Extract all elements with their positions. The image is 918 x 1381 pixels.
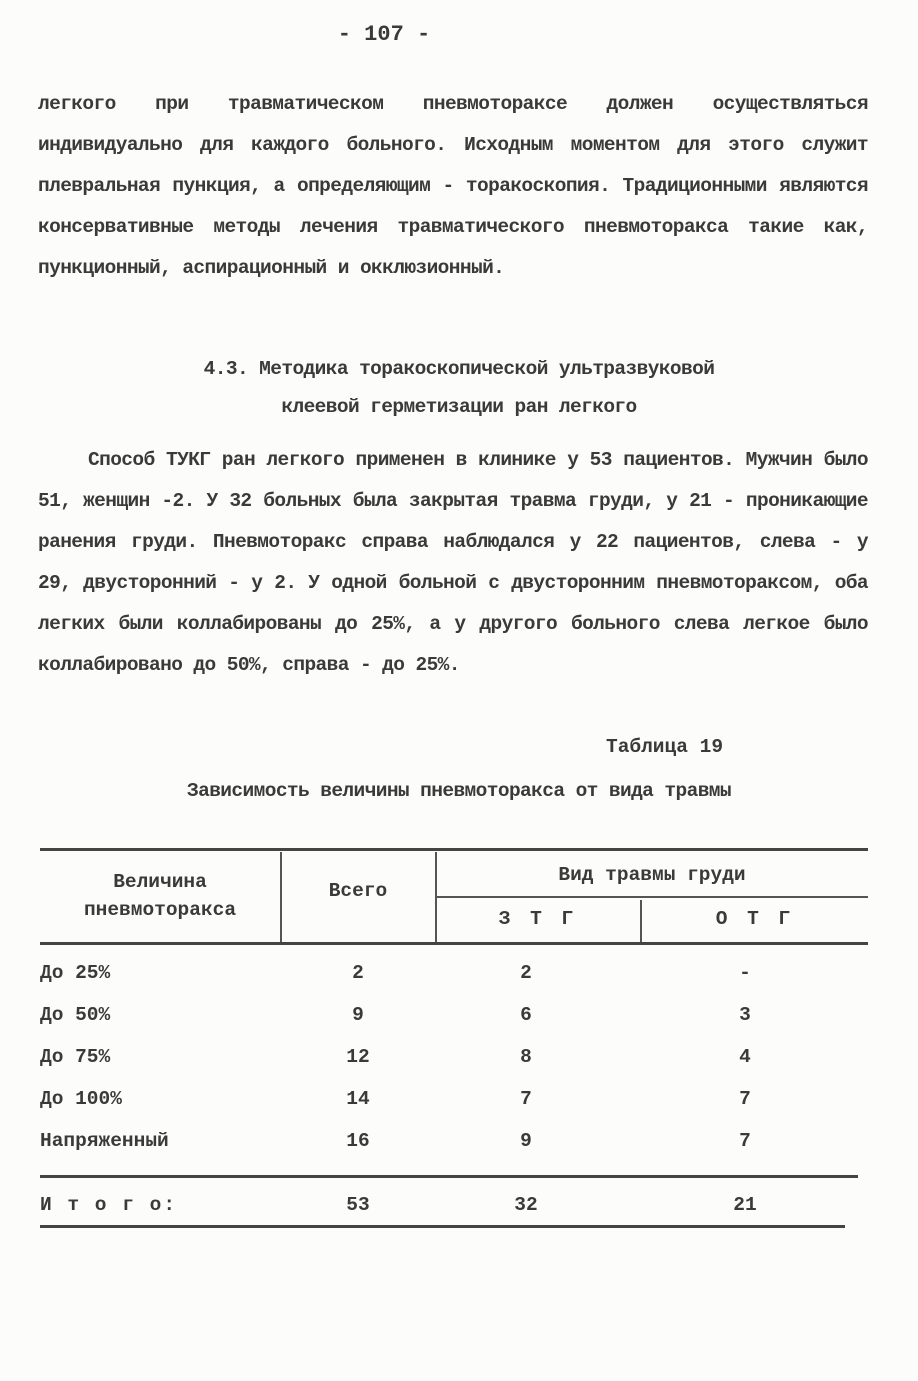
- header-open-trauma: О Т Г: [715, 908, 795, 930]
- table-title: Зависимость величины пневмоторакса от вида травмы: [187, 780, 731, 802]
- header-magnitude: Величина пневмоторакса: [83, 871, 237, 921]
- total-all: 53: [346, 1194, 370, 1216]
- row-otg: 3: [739, 1004, 751, 1026]
- header-total: Всего: [328, 880, 388, 902]
- row-otg: -: [739, 962, 751, 984]
- row-ztg: 8: [520, 1046, 532, 1068]
- row-otg: 4: [739, 1046, 751, 1068]
- row-label: До 75%: [40, 1046, 111, 1068]
- total-otg: 21: [733, 1194, 757, 1216]
- row-total: 2: [352, 962, 364, 984]
- paragraph-intro: [38, 84, 868, 289]
- row-ztg: 7: [520, 1088, 532, 1110]
- row-ztg: 6: [520, 1004, 532, 1026]
- row-label: До 100%: [40, 1088, 122, 1110]
- paragraph-intro-text: легкого при травматическом пневмотораксе должен осуществляться индивидуально для каждого больного. Исходным моментом для этого служит плевральная пункция, а определяющим - торакоскопия. Традиционными являются консервативные методы лечения травматического пневмоторакса такие как, пункционный, аспирационный и окклюзионный.: [38, 93, 868, 279]
- row-total: 9: [352, 1004, 364, 1026]
- row-total: 16: [346, 1130, 370, 1152]
- section-heading-line2: клеевой герметизации ран легкого: [281, 396, 637, 418]
- row-otg: 7: [739, 1088, 751, 1110]
- row-otg: 7: [739, 1130, 751, 1152]
- table-label: Таблица 19: [606, 736, 724, 758]
- row-total: 12: [346, 1046, 370, 1068]
- table-top-rule: [40, 848, 868, 851]
- row-label: До 25%: [40, 962, 111, 984]
- row-total: 14: [346, 1088, 370, 1110]
- paragraph-method-text: Способ ТУКГ ран легкого применен в клинике у 53 пациентов. Мужчин было 51, женщин -2. У 32 больных была закрытая травма груди, у 21 - проникающие ранения груди. Пневмоторакс справа наблюдался у 22 пациентов, слева - у 29, двусторонний - у 2. У одной больной с двусторонним пневмотораксом, оба легких были коллабированы до 25%, а у другого больного слева легкое было коллабировано до 50%, справа - до 25%.: [38, 449, 868, 676]
- table-group-rule: [436, 896, 868, 898]
- total-ztg: 32: [514, 1194, 538, 1216]
- table-bottom-rule: [40, 1225, 845, 1228]
- paragraph-method: [38, 440, 868, 686]
- page-number: - 107 -: [337, 22, 431, 47]
- row-ztg: 9: [520, 1130, 532, 1152]
- header-closed-trauma: З Т Г: [498, 908, 578, 930]
- row-label: Напряженный: [40, 1130, 169, 1152]
- row-ztg: 2: [520, 962, 532, 984]
- section-heading-line1: 4.3. Методика торакоскопической ультразвуковой: [203, 358, 715, 380]
- table-total-rule: [40, 1175, 858, 1178]
- table-header-rule: [40, 942, 868, 945]
- row-label: До 50%: [40, 1004, 111, 1026]
- header-injury-type: Вид травмы груди: [558, 864, 746, 886]
- total-label: И т о г о:: [40, 1194, 178, 1216]
